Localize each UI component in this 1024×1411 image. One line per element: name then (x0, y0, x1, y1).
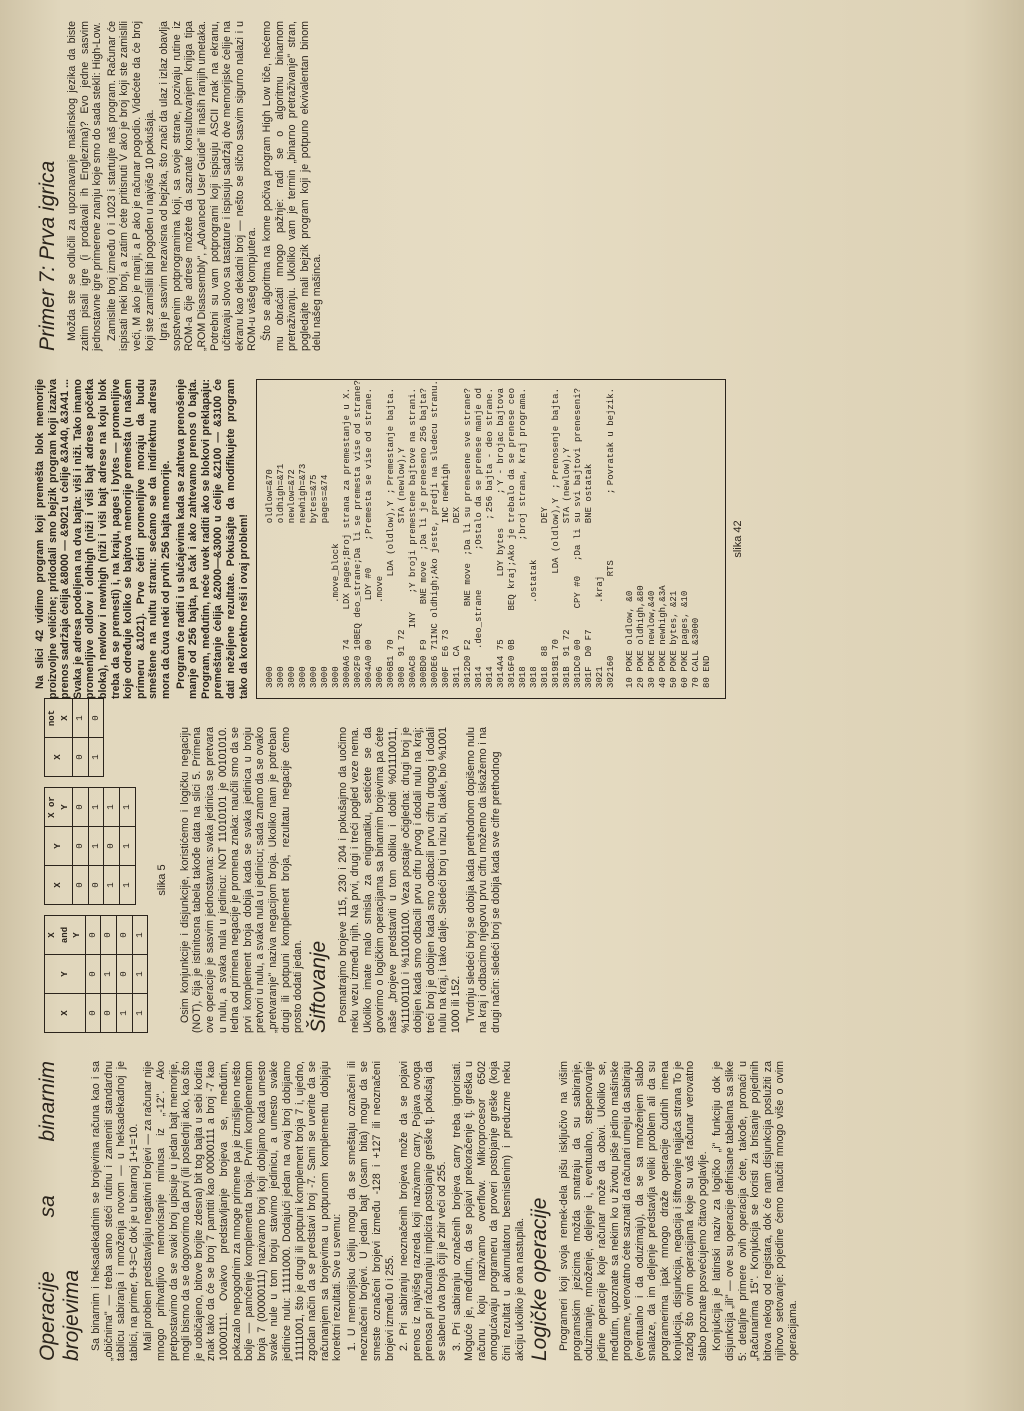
listing-comment: Da li su prenesene sve strane? (463, 388, 474, 551)
listing-label (397, 523, 408, 603)
heading-operacije: Operacije sa binarnim brojevima (36, 1061, 83, 1361)
listing-instruction: bytes=&75 (309, 474, 320, 524)
table-cell: 1 (119, 866, 135, 905)
table-header: X (45, 994, 86, 1033)
table-row (85, 916, 101, 1033)
listing-instruction (595, 401, 606, 523)
figure-caption-slika-42: slika 42 (732, 520, 745, 558)
listing-instruction: LDA (oldlow),Y (551, 498, 562, 574)
listing-hex: F0 0B (507, 639, 518, 667)
listing-address: 3012 (463, 666, 474, 688)
listing-row (353, 380, 364, 688)
listing-hex: D0 F2 (463, 639, 474, 667)
paragraph: 2. Pri sabiranju neoznačenih brojeva može da se pojavi prenos iz najvišeg razreda koji nazivamo carry. Pojava ovoga prenosa pri računanju implicira postojanje greške tj. pokušaj da se saberu dva broja čiji je zbir veći od 255. (398, 1061, 449, 1361)
listing-label: .kraj (595, 575, 606, 603)
truth-tables (38, 709, 150, 1033)
listing-instruction (331, 401, 342, 523)
comment-marker (265, 388, 276, 401)
table-cell: 0 (85, 916, 101, 955)
listing-address: 3019 (551, 666, 562, 688)
table-cell: 1 (116, 994, 132, 1033)
basic-line: 60 POKE pages, &10 (680, 590, 691, 688)
listing-row (562, 388, 573, 688)
comment-marker (540, 388, 551, 401)
listing-instruction: oldlow=&70 (265, 469, 276, 524)
comment-marker (584, 388, 595, 401)
listing-row (452, 388, 463, 688)
listing-instruction: LDX pages (342, 560, 353, 610)
assembly-listing (256, 379, 726, 699)
listing-instruction: INC newhigh (441, 463, 452, 524)
table-cell: 0 (88, 699, 104, 738)
comment-marker: ; (419, 544, 430, 551)
table-cell: 1 (119, 827, 135, 866)
basic-line: 10 POKE oldlow, &0 (625, 590, 636, 688)
table-header: X (45, 866, 73, 905)
listing-hex: B1 70 (386, 639, 397, 667)
comment-marker (397, 388, 408, 401)
listing-hex (529, 603, 540, 657)
listing-hex: A4 75 (496, 639, 507, 667)
listing-hex: D0 F7 (584, 629, 595, 657)
listing-comment: broj strana, kraj programa. (518, 387, 529, 534)
listing-instruction: LDY #0 (364, 567, 375, 601)
figure-caption-slika-5: slika 5 (156, 864, 169, 896)
listing-hex: E6 73 (441, 629, 452, 657)
listing-row (364, 388, 375, 688)
listing-address: 3000 (320, 666, 331, 688)
table-cell: 1 (119, 788, 135, 827)
listing-address: 3006 (375, 666, 386, 688)
comment-marker (276, 388, 287, 401)
heading-logicke-operacije: Logičke operacije (528, 1197, 552, 1361)
listing-row (331, 388, 342, 688)
listing-hex (375, 603, 386, 657)
listing-label (540, 523, 551, 603)
listing-hex (485, 636, 496, 667)
listing-hex: C8 (408, 655, 419, 667)
listing-label (507, 611, 518, 640)
table-header: Y (45, 827, 73, 866)
listing-row (397, 388, 408, 688)
listing-address: 301B (562, 666, 573, 688)
table-cell: 0 (73, 788, 89, 827)
table-cell: 1 (88, 788, 104, 827)
listing-instruction: INY (408, 612, 419, 629)
listing-row (276, 388, 287, 688)
basic-line: 80 END (702, 655, 713, 688)
listing-label (584, 523, 595, 603)
paragraph: Na slici 42 vidimo program koji premešta blok memorije proizvoljne veličine; pridodali smo bejzik program koji izaziva prenos sadržaja ćelija &8000 — &9021 u ćelije &3A40, &3A41 ... Svaka je adresa podeljena na dva bajta: viši i niži. Tako imamo promenljive oldlow i oldhigh (niži i viši bajt adrese početka bloka), newlow i newhigh (niži i viši bajt adrese na koju blok treba da se premesti) i, na kraju, pages i bytes — promenljive koje određuje koliko se bajtova memorije premešta (u našem primeru &1021). Prve četiri promenljive moraju da budu smeštene na nultu stranu: sećamo se da indirektnu adresu mora da čuva neki od prvih 256 bajta memorije. (34, 379, 172, 699)
listing-hex (298, 603, 309, 657)
listing-comment: Broj strana za premestanje u X. (342, 388, 353, 556)
table-header: Y (45, 955, 86, 994)
listing-instruction (529, 401, 540, 523)
basic-line: 20 POKE oldhigh,&80 (636, 585, 647, 688)
listing-hex: E6 71 (430, 639, 441, 667)
comment-marker: ; (463, 550, 474, 556)
table-row (104, 788, 120, 905)
listing-address: 3000 (298, 666, 309, 688)
listing-hex (518, 640, 529, 667)
listing-instruction (485, 520, 496, 590)
listing-address: 3000 (265, 666, 276, 688)
listing-hex: F0 10 (353, 639, 364, 667)
listing-row (287, 388, 298, 688)
comment-marker: ; (551, 483, 562, 489)
listing-instruction: BNE move (419, 561, 430, 605)
table-cell: 1 (132, 916, 148, 955)
listing-label (463, 606, 474, 639)
listing-comment: Prenosenje bajta. (551, 388, 562, 480)
listing-row (265, 388, 276, 688)
listing-label (408, 628, 419, 651)
listing-address: 3000 (309, 666, 320, 688)
listing-label (606, 576, 617, 630)
listing-row (320, 388, 331, 688)
listing-address: 3018 (529, 666, 540, 688)
listing-instruction (474, 550, 485, 590)
listing-address: 3008 (397, 666, 408, 688)
comment-marker: ; (386, 488, 397, 494)
listing-comment: Povratak u bejzik. (606, 387, 617, 486)
paragraph: Osim konjunkcije i disjunkcije, koristićemo i logičku negaciju (NOT), čija je istinitosna tabela takođe data na slici 5. Primena ove operacije je sasvim jednostavna: svaka jedinica se pretvara u nulu, a svaka nula u jedinicu: NOT 11010101 je 00101010. Iedna od primena negacije je promena znaka: naučili smo da se prvi komplement broja dobija kada se svaka jedinica u broju pretvori u nulu, a svaka nula u jedinicu; sada znamo da se ovako „pretvaranje" naziva negacijom broja. Ukoliko nam je potreban drugi ili potpuni komplement broja, rezultatu negacije ćemo prosto dodati jedan. (178, 727, 305, 1033)
table-cell: 0 (85, 994, 101, 1033)
listing-instruction: pages=&74 (320, 474, 331, 524)
table-header: not X (45, 699, 73, 738)
listing-hex (331, 603, 342, 657)
listing-address: 3002 (353, 666, 364, 688)
table-cell: 0 (116, 955, 132, 994)
paragraph: Posmatrajmo brojeve 115, 230 i 204 i pokušajmo da uočimo neku vezu između njih. Na prvi, drugi i treći pogled veze nema. Ukoliko imate malo smisla za enigmatiku, setićete se da govorimo o logičkim operacijama sa binarnim brojevima pa ćete naše „brojeve predstaviti u tom obliku i dobiti %01110011, %11100110 i %11001100. Veza postaje očigledna: drugi broj je dobijen kada smo odbacili prvu cifru prvog i dodali nulu na kraj; treći broj je dobijen kada smo odbacili prvu cifru drugog i dodali nulu na kraj, i tako dalje. Sledeći broj u nizu bi, dakle, bio %1001 1000 ili 152. (336, 727, 463, 1033)
basic-program (625, 388, 713, 688)
table-row (101, 916, 117, 1033)
listing-label (386, 576, 397, 630)
comment-marker (529, 388, 540, 401)
listing-row (463, 388, 474, 688)
listing-label (309, 523, 320, 603)
listing-comment: Da li su svi bajtovi preneseni? (573, 388, 584, 556)
table-row (116, 916, 132, 1033)
listing-instruction: INC oldhigh (430, 579, 441, 640)
table-cell: 0 (104, 827, 120, 866)
listing-address: 3021 (606, 666, 617, 688)
listing-label (573, 608, 584, 639)
comment-marker (562, 388, 573, 401)
table-row (132, 916, 148, 1033)
listing-instruction (375, 401, 386, 523)
listing-address: 3014 (485, 666, 496, 688)
paragraph: Što se algoritma na kome počiva program High Low tiče, nećemo mu obraćati mnogo pažnje: radi se o algoritmu binarnom pretraživanju. Ukoliko vam je termin „binarno pretraživanje" stran, pogledajte mali bejzik program koji je potpuno ekvivalentan binom delu našeg mašinca. (260, 21, 324, 351)
listing-label (320, 523, 331, 603)
listing-hex: 91 72 (397, 629, 408, 657)
basic-line: 30 POKE newlow,&40 (647, 590, 658, 688)
listing-address: 3021 (595, 666, 606, 688)
listing-label (496, 576, 507, 630)
listing-hex: 88 (540, 645, 551, 657)
paragraph: Možda ste se odlučili za upoznavanje mašinskog jezika da biste zatim pisali igre (i prodavali ih Englezima)? Evo jedne sasvim jednostavne igre primerene znanju koje smo do sada stekli: High-Low. (66, 21, 104, 351)
column-primer-7 (34, 21, 326, 351)
comment-marker: ; (353, 558, 364, 564)
truth-table-and (44, 915, 148, 1033)
listing-label (518, 601, 529, 640)
column-operacije (34, 1061, 801, 1361)
basic-line: 70 CALL &3000 (691, 617, 702, 688)
listing-hex (474, 649, 485, 666)
listing-address: 3000 (276, 666, 287, 688)
listing-comment: Ostalo da se prenese manje od (474, 388, 485, 545)
comment-marker (375, 388, 386, 401)
comment-marker: ; (518, 534, 529, 541)
listing-comment: Ako je trebalo da se prenese ceo (507, 388, 518, 561)
listing-row (507, 388, 518, 688)
comment-marker: ; (485, 514, 496, 520)
comment-marker: ; (342, 555, 353, 561)
listing-label: .move (375, 575, 386, 603)
table-header: X and Y (45, 916, 86, 955)
comment-marker: ; (430, 574, 441, 580)
listing-instruction: STA (newlow),Y (562, 447, 573, 524)
listing-address: 3000 (342, 666, 353, 688)
listing-address: 3000 (287, 666, 298, 688)
listing-hex: C0 00 (573, 639, 584, 667)
comment-marker (441, 388, 452, 401)
comment-marker: ; (364, 534, 375, 541)
comment-marker: ; (507, 560, 518, 567)
listing-hex (265, 603, 276, 657)
table-cell: 1 (101, 955, 117, 994)
listing-hex: CA (452, 645, 463, 657)
listing-row (584, 388, 595, 688)
listing-rows (265, 380, 617, 688)
table-cell: 0 (73, 738, 89, 777)
heading-primer-7: Primer 7: Prva igrica (36, 160, 59, 351)
listing-hex (309, 603, 320, 657)
comment-marker (287, 388, 298, 401)
basic-line: 50 POKE bytes, &21 (669, 590, 680, 688)
listing-hex: 91 72 (562, 629, 573, 657)
listing-instruction: LDY bytes (496, 527, 507, 577)
listing-instruction: BNE move (463, 563, 474, 607)
truth-table-or (44, 787, 136, 905)
listing-instruction: LDA (oldlow),Y (386, 500, 397, 577)
table-cell: 0 (101, 916, 117, 955)
table-row (119, 788, 135, 905)
comment-marker: ; (496, 488, 507, 494)
listing-label (562, 523, 573, 603)
listing-instruction: BEQ deo_strane (353, 563, 364, 640)
listing-hex: A6 74 (342, 639, 353, 667)
listing-instruction: DEX (452, 506, 463, 524)
listing-instruction: newhigh=&73 (298, 463, 309, 524)
listing-address: 300A (408, 666, 419, 688)
listing-row (606, 388, 617, 688)
listing-address: 3011 (452, 666, 463, 688)
listing-instruction: RTS (606, 560, 617, 577)
listing-comment: Premesta se vise od strane. (364, 388, 375, 534)
paragraph: Program će raditi i u slučajevima kada se zahteva prenošenje manje od 256 bajta, pa čak i ako zahtevamo prenos 0 bajta. Program, međutim, neće uvek raditi ako se blokovi preklapaju: premeštanje ćelija &2000—&3000 u ćelije &2100 — &3100 će dati neželjene rezultate. Pokušajte da modifikujete program tako da korektno reši i ovaj problem! (174, 379, 250, 699)
listing-comment: Premestanje bajta. (386, 387, 397, 486)
listing-label (276, 523, 287, 603)
comment-marker (595, 388, 606, 401)
listing-address: 301F (584, 666, 595, 688)
listing-row (595, 388, 606, 688)
table-cell: 0 (85, 955, 101, 994)
table-header: X (45, 738, 73, 777)
table-row (88, 699, 104, 777)
heading-siftovanje: Šiftovanje (306, 940, 330, 1033)
listing-comment: Da li se premesta vise od strane? (353, 380, 364, 559)
table-cell: 1 (132, 994, 148, 1033)
listing-row (551, 388, 562, 688)
comment-marker: ; (606, 488, 617, 494)
table-header: X or Y (45, 788, 73, 827)
table-cell: 1 (88, 738, 104, 777)
listing-row (298, 388, 309, 688)
listing-instruction: STA (newlow),Y (397, 447, 408, 524)
listing-hex: B1 70 (551, 639, 562, 667)
listing-row (430, 380, 441, 688)
listing-address: 3014 (474, 666, 485, 688)
listing-row (375, 388, 386, 688)
listing-label (485, 590, 496, 636)
comment-marker (309, 388, 320, 401)
paragraph: Mali problem predstavljaju negativni brojevi — za računar nije mnogo prihvatljivo memorisanje minusa iz „-12". Ako pretpostavimo da se svaki broj upisuje u jedan bajt memorije, mogli bismo da se dogovorimo da prvi (ili poslednji ako, kao što je uobičajeno, bitove brojite zdesna) bit tog bajta u sebi kodira znak tako da će se broj 7 pamtiti kao 00000111 a broj -7 kao 10000111. Ovakvo predstavljanje brojeva se, međutim, pokazalo nepogodnim za mnoge primene pa je izmišljeno nešto bolje — pamćenje komplementa broja. Prvim komplementom broja 7 (00000111) nazivamo broj koji dobijamo kada umesto svake nule u tom broju stavimo jedinicu, a umesto svake jedinice nulu: 11111000. Dodajući jedan na ovaj broj dobijamo 11111001, što je drugi ili potpuni komplement broja 7 i, ujedno, zgodan način da se predstavi broj -7. Sami se uverite da se računanjem sa brojevima u potpunom komplementu dobijaju korektni rezultati. Sve u svemu: (142, 1061, 344, 1361)
table-cell: 1 (88, 827, 104, 866)
listing-instruction: BEQ kraj (507, 567, 518, 611)
listing-row (485, 388, 496, 688)
listing-address: 3018 (540, 666, 551, 688)
comment-marker: ; (474, 544, 485, 551)
listing-row (474, 388, 485, 688)
listing-label (342, 609, 353, 639)
paragraph: 1. U memorijsku ćeliju mogu da se smeštaju označeni ili neoznačeni brojevi. U jedan bajt (osam bita) mogu da se smeste označeni brojevi između -128 i +127 ili neoznačeni brojevi između 0 i 255. (345, 1061, 396, 1361)
comment-marker (320, 388, 331, 401)
listing-comment: Ako jeste, predji na sledecu stranu. (430, 380, 441, 575)
listing-comment: Da li je preneseno 256 bajta? (419, 388, 430, 545)
column-tables-siftovanje (34, 709, 504, 1033)
listing-instruction: oldhigh=&71 (276, 463, 287, 524)
table-cell: 1 (132, 955, 148, 994)
listing-hex (276, 603, 287, 657)
listing-label (265, 523, 276, 603)
listing-row (496, 388, 507, 688)
listing-label (287, 523, 298, 603)
listing-label (551, 574, 562, 629)
listing-hex: D0 F9 (419, 639, 430, 667)
listing-address: 300F (441, 666, 452, 688)
listing-address: 3004 (364, 666, 375, 688)
listing-instruction: newlow=&72 (287, 469, 298, 524)
paragraph: Konjukcija je latinski naziv za logičko „i" funkciju dok je disjunkcija „ili" — ove su operacije definisane tabelama sa slike 5: detaljne primere ovih operacija ćete, takođe, pronaći u „Računarima 15". Konjukcija se koristi za brisanje pojedinih bitova nekog od registara, dok će nam disjunkcija poslužiti za njihovo setovanje: pojedine ćemo naučiti mnogo više o ovim operacijama. (711, 1061, 799, 1361)
listing-address: 301D (573, 666, 584, 688)
table-cell: 0 (101, 994, 117, 1033)
listing-instruction: CPY #0 (573, 575, 584, 609)
listing-instruction: BNE ostatak (584, 463, 595, 524)
listing-label (419, 604, 430, 639)
listing-instruction: DEY (540, 506, 551, 524)
table-row (88, 788, 104, 905)
comment-marker: ; (573, 555, 584, 561)
listing-hex (595, 603, 606, 657)
table-cell: 0 (116, 916, 132, 955)
listing-row (309, 388, 320, 688)
table-cell: 0 (73, 866, 89, 905)
listing-address: 3000 (331, 666, 342, 688)
listing-comment: Y - brojac bajtova (496, 387, 507, 486)
listing-row (441, 388, 452, 688)
paragraph: Tvrdnju sledeći broj se dobija kada prethodnom dopišemo nulu na kraj i odbacimo njegovu prvu cifru možemo da iskažemo i na drugi način: sledeći broj se dobija kada sve cifre prethodnog (464, 727, 502, 1033)
table-cell: 0 (73, 827, 89, 866)
table-row (73, 788, 89, 905)
truth-table-not (44, 698, 104, 777)
table-cell: 1 (104, 866, 120, 905)
basic-line: 40 POKE newhigh,&3A (658, 585, 669, 688)
listing-row (342, 388, 353, 688)
paragraph: Zamislite broj između 0 i 1023 i startujte naš program. Računar će ispisati neki broj, a zatim ćete pritisnuti V ako je broj koji ste zamislili veći, M ako je manji, a P ako je računar pogodio. Videćete da će broj koji ste zamislili biti pogođen u najviše 10 pokušaja. (105, 21, 156, 351)
listing-instruction (518, 540, 529, 600)
comment-marker (452, 388, 463, 401)
listing-label (441, 523, 452, 603)
listing-label: .ostatak (529, 559, 540, 603)
listing-row (518, 388, 529, 688)
listing-comment: Y broji premestene bajtove na strani. (408, 387, 419, 588)
listing-label: .move_block (331, 543, 342, 603)
paragraph: 3. Pri sabiranju označenih brojeva carry treba ignorisati. Moguće je, međutim, da se pojavi prekoračenje tj. greška u računu koju nazivamo overflow. Mikroprocesor 6502 omogućavaju programeru da proveri postojanje greške (koja čini rezultat u akumulatoru besmislenim) i preduzme neku akciju ukoliko je ona nastupila. (450, 1061, 526, 1361)
comment-marker (298, 388, 309, 401)
listing-address: 300B (419, 666, 430, 688)
table-cell: 0 (88, 866, 104, 905)
listing-label (452, 523, 463, 603)
listing-label (364, 600, 375, 639)
listing-address: 3014 (496, 666, 507, 688)
listing-hex: 60 (606, 655, 617, 667)
listing-label: .deo_strane (474, 589, 485, 650)
listing-address: 3016 (507, 666, 518, 688)
comment-marker: ; (408, 587, 419, 594)
listing-row (573, 388, 584, 688)
listing-row (408, 388, 419, 688)
paragraph: Programeri koji svoja remek-dela pišu isključivo na višim programskim jezicima možda smatraju da su sabiranje, oduzimanje, množenje, deljenje i, eventualno, stepenovanje jedine operacije koje računar može da obavi. Ukoliko se, međutim, upoznate sa nekim ko u životu piše jedino mašinske programe, verovatno ćete saznati da računari umeju da sabiraju (eventualno i da oduzimaju), da se sa množenjem slabo snalaze, da im deljenje predstavlja veliki problem ali da su programerima ipak mnogo draže operacije čudnih imena konjukcija, disjunkcija, negacija i šiftovanje najjača strana To je razlog što ovim operacijama koje su vaš računar verovatno slabo poznate posvećujemo čitavo poglavlje. (558, 1061, 709, 1361)
table-cell: 1 (104, 788, 120, 827)
listing-address: 300D (430, 666, 441, 688)
listing-row (386, 388, 397, 688)
listing-hex (320, 603, 331, 657)
listing-label (298, 523, 309, 603)
paragraph: Igra je sasvim nezavisna od bejzika, što znači da ulaz i izlaz obavlja sopstvenim potprogramima koji, sa svoje strane, pozivaju rutine iz ROM-a čije adrese možete da saznate konsultovanjem knjiga tipa „ROM Disassembly", „Advanced User Guide" ili naših ranijih umetaka. Potrebni su vam potprogrami koji ispisuju ASCII znak na ekranu, učitavaju slovo sa tastature i ispisuju sadržaj dve memorijske ćelije na ekranu kao dekadni broj — nešto se slično sasvim sigurno nalazi i u ROM-u vašeg kompjutera. (158, 21, 259, 351)
listing-row (419, 388, 430, 688)
listing-hex (287, 603, 298, 657)
listing-row (540, 388, 551, 688)
listing-row (529, 388, 540, 688)
table-cell: 1 (73, 699, 89, 738)
listing-address: 3006 (386, 666, 397, 688)
listing-hex: A0 00 (364, 639, 375, 667)
listing-address: 3018 (518, 666, 529, 688)
listing-comment: 256 bajta - deo strane. (485, 388, 496, 513)
paragraph: Sa binarnim i heksadekadnim se brojevima računa kao i sa „običnima" — treba samo steći rutinu i zameniti standardnu tablicu sabiranja i množenja novom — u heksadekadnoj je tablici, na primer, 9+3=C dok je u binarnoj 1+1=10. (90, 1061, 140, 1361)
comment-marker (331, 388, 342, 401)
column-slika-42 (34, 379, 755, 699)
table-row (73, 699, 89, 777)
